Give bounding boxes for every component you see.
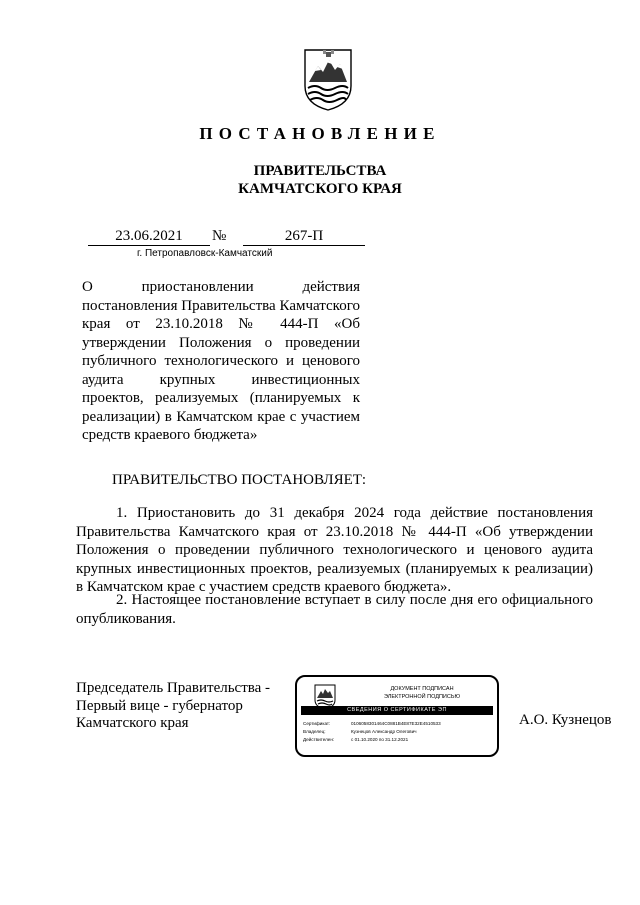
stamp-validity-value: с 01.10.2020 по 31.12.2021 — [351, 737, 409, 742]
signer-position-line-1: Председатель Правительства - — [76, 680, 271, 696]
number-sign: № — [212, 228, 227, 244]
kamchatka-coat-of-arms-icon — [302, 48, 354, 112]
stamp-validity-label: Действителен: — [303, 737, 335, 742]
paragraph-1: 1. Приостановить до 31 декабря 2024 года действие постановления Правительства Камчатского края от 23.10.2018 № 444-П «Об утверждении Положения о проведении публичного технологического и ценового аудита крупных инвестиционных проектов, реализуемых (планируемых к реализации) в Камчатском крае с участием средств краевого бюджета». — [76, 505, 593, 595]
document-number: 267-П — [243, 228, 365, 246]
subject-block: О приостановлении действия постановления Правительства Камчатского края от 23.10.2018 № 444-П «Об утверждении Положения о проведении публичного технологического и ценового аудита крупных инвестиционных проектов, реализуемых (планируемых к реализации) в Камчатском крае с участием средств краевого бюджета» — [82, 279, 360, 443]
signer-position-line-3: Камчатского края — [76, 715, 189, 731]
city-label: г. Петропавловск-Камчатский — [137, 248, 273, 259]
stamp-certificate-bar: СВЕДЕНИЯ О СЕРТИФИКАТЕ ЭП — [301, 706, 493, 715]
issuer-line-1: ПРАВИТЕЛЬСТВА — [253, 163, 387, 179]
signer-position-line-2: Первый вице - губернатор — [76, 698, 243, 714]
stamp-heading-line-1: ДОКУМЕНТ ПОДПИСАН — [390, 686, 454, 692]
electronic-signature-stamp — [295, 675, 499, 757]
stamp-owner-row — [303, 729, 417, 734]
document-date: 23.06.2021 — [88, 228, 210, 246]
stamp-heading-line-2: ЭЛЕКТРОННОЙ ПОДПИСЬЮ — [383, 694, 461, 700]
signer-name: А.О. Кузнецов — [519, 712, 612, 728]
document-type-title: ПОСТАНОВЛЕНИЕ — [199, 124, 441, 143]
stamp-owner-value: Кузнецов Александр Олегович — [351, 729, 417, 734]
decree-heading: ПРАВИТЕЛЬСТВО ПОСТАНОВЛЯЕТ: — [112, 472, 367, 488]
stamp-certificate-label: Сертификат: — [303, 721, 331, 726]
stamp-owner-label: Владелец: — [303, 729, 326, 734]
stamp-certificate-value: 0106058301464C0881B4E87E32E4510533 — [351, 721, 441, 726]
issuer-line-2: КАМЧАТСКОГО КРАЯ — [238, 181, 402, 197]
stamp-certificate-row — [303, 721, 441, 726]
paragraph-2: 2. Настоящее постановление вступает в силу после дня его официального опубликования. — [76, 592, 593, 627]
stamp-validity-row — [303, 737, 408, 742]
